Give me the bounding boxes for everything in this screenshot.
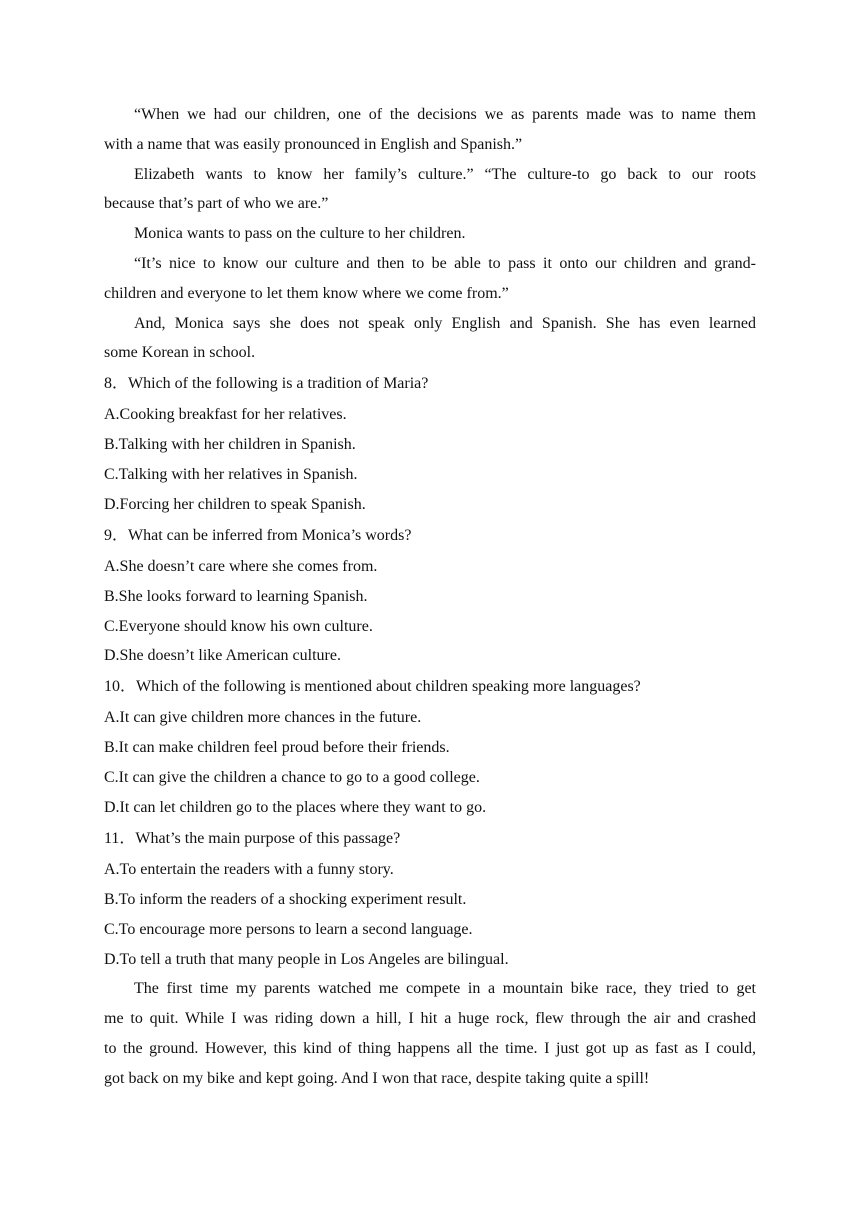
question-stem	[104, 520, 756, 552]
passage-line: some Korean in school.	[104, 344, 256, 362]
question-stem	[104, 671, 756, 703]
question-8	[104, 368, 756, 520]
question-text: What can be inferred from Monica’s words?	[128, 526, 412, 544]
passage-line: “It’s nice to know our culture and then to be able to pass it onto our children and grand-	[134, 254, 756, 272]
question-number: 11．	[104, 829, 136, 847]
passage-line: got back on my bike and kept going. And I won that race, despite taking quite a spill!	[104, 1069, 650, 1087]
answer-option: A.She doesn’t care where she comes from.	[104, 557, 378, 575]
question-text: Which of the following is mentioned about children speaking more languages?	[136, 678, 641, 696]
question-text: What’s the main purpose of this passage?	[135, 829, 401, 847]
passage-line: And, Monica says she does not speak only English and Spanish. She has even learned	[134, 314, 756, 332]
passage-line: to the ground. However, this kind of thing happens all the time. I just got up as fast as I could,	[104, 1040, 756, 1058]
answer-option: C.Talking with her relatives in Spanish.	[104, 465, 358, 483]
answer-option: A.Cooking breakfast for her relatives.	[104, 406, 347, 424]
answer-option: C.Everyone should know his own culture.	[104, 617, 373, 635]
passage-line: Monica wants to pass on the culture to her children.	[134, 225, 466, 243]
question-11	[104, 823, 756, 975]
question-stem	[104, 368, 756, 400]
answer-option: D.To tell a truth that many people in Los Angeles are bilingual.	[104, 950, 509, 968]
answer-option: A.It can give children more chances in the future.	[104, 709, 422, 727]
passage-line: children and everyone to let them know where we come from.”	[104, 284, 509, 302]
passage-line: because that’s part of who we are.”	[104, 195, 329, 213]
answer-option: B.She looks forward to learning Spanish.	[104, 587, 368, 605]
passage-line: “When we had our children, one of the decisions we as parents made was to name them	[134, 106, 756, 123]
answer-option: D.Forcing her children to speak Spanish.	[104, 495, 366, 513]
answer-option: B.Talking with her children in Spanish.	[104, 436, 356, 454]
passage-line: with a name that was easily pronounced in English and Spanish.”	[104, 135, 523, 153]
question-number: 10．	[104, 678, 137, 696]
answer-option: A.To entertain the readers with a funny story.	[104, 860, 394, 878]
question-number: 8．	[104, 375, 129, 393]
question-stem	[104, 823, 756, 855]
question-text: Which of the following is a tradition of Maria?	[128, 375, 429, 393]
answer-option: B.It can make children feel proud before their friends.	[104, 739, 450, 757]
question-9	[104, 520, 756, 672]
question-number: 9．	[104, 526, 129, 544]
passage-line: Elizabeth wants to know her family’s culture.” “The culture-to go back to our roots	[134, 165, 756, 183]
answer-option: C.It can give the children a chance to go to a good college.	[104, 769, 480, 787]
answer-option: C.To encourage more persons to learn a second language.	[104, 920, 473, 938]
answer-option: B.To inform the readers of a shocking experiment result.	[104, 890, 467, 908]
passage-2	[104, 974, 756, 1093]
answer-option: D.She doesn’t like American culture.	[104, 647, 341, 665]
document-page	[104, 100, 756, 1094]
answer-option: D.It can let children go to the places where they want to go.	[104, 798, 487, 816]
passage-line: The first time my parents watched me compete in a mountain bike race, they tried to get	[134, 980, 756, 998]
passage-1	[104, 100, 756, 368]
question-10	[104, 671, 756, 823]
passage-line: me to quit. While I was riding down a hill, I hit a huge rock, flew through the air and crashed	[104, 1010, 756, 1028]
